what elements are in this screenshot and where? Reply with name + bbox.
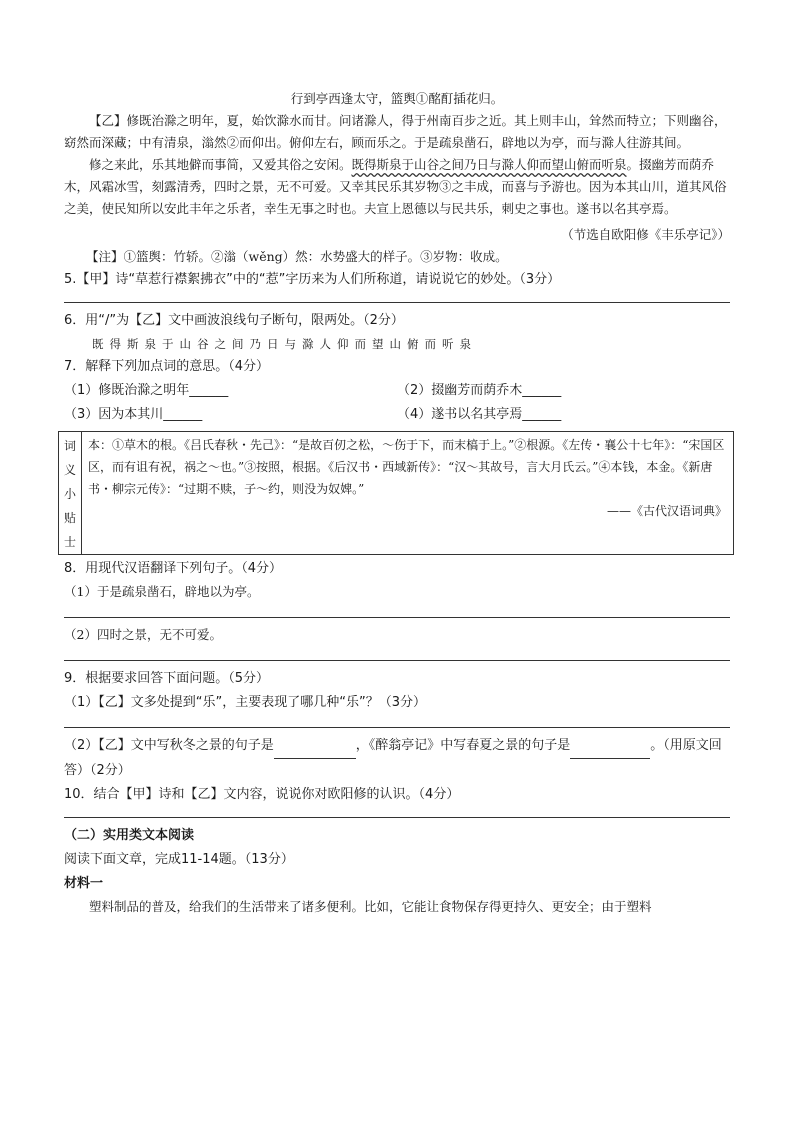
question-6-sentence: 既得斯泉于山谷之间乃日与滁人仰而望山俯而听泉 [92,337,477,351]
answer-line-9-1[interactable] [64,715,730,728]
question-7-row-2 [64,403,730,427]
question-9: 9．根据要求回答下面问题。（5分） [64,671,270,686]
passage-notes: 【注】①篮舆：竹轿。②滃（wěng）然：水势盛大的样子。③岁物：收成。 [86,249,508,264]
word-tip-label: 词 义 小 贴 士 [59,432,82,554]
material-1-text: 塑料制品的普及，给我们的生活带来了诸多便利。比如，它能让食物保存得更持久、更安全；由于塑料 [89,899,652,914]
question-9-1: （1）【乙】文多处提到“乐”，主要表现了哪几种“乐”？（3分） [64,695,426,710]
answer-line-8-2[interactable] [64,646,730,661]
question-7-item[interactable]: （2）掇幽芳而荫乔木______ [397,383,562,398]
blank-autumn-winter[interactable] [274,734,356,759]
section-2-instruction: 阅读下面文章，完成11-14题。（13分） [64,852,294,867]
question-8: 8．用现代汉语翻译下列句子。（4分） [64,561,283,576]
word-tip-body [82,432,733,554]
poem-last-line: 行到亭西逢太守，篮舆①酩酊插花归。 [290,91,504,106]
question-7-item[interactable]: （3）因为本其川______ [64,407,203,422]
question-7-item[interactable]: （1）修既治滁之明年______ [64,383,229,398]
passage-yi-p1: 【乙】修既治滁之明年，夏，始饮滁水而甘。问诸滁人，得于州南百步之近。其上则丰山，耸然而特立；下则幽谷，窈然而深藏；中有清泉，滃然②而仰出。俯仰左右，顾而乐之。于是疏泉凿石，辟地以为亭，而与滁人往游其间。 [64,113,727,150]
question-9-2: （2）【乙】文中写秋冬之景的句子是 ，《醉翁亭记》中写春夏之景的句子是 。（用原文回答）（2分） [64,734,730,783]
word-tip-text: 本：①草木的根。《吕氏春秋・先己》：“是故百仞之松，～伤于下，而末槁于上。”②根源。《左传・襄公十七年》：“宋国区区，而有诅有祝，祸之～也。”③按照，根据。《后汉书・西域新传》：“汉～其故号，言大月氏云。”④本钱，本金。《新唐书・柳宗元传》：“过期不赎，子～约，则没为奴婢。” [88,438,725,496]
question-7-row-1 [64,379,730,403]
wavy-underlined-sentence: 既得斯泉于山谷之间乃日与滁人仰而望山俯而听泉 [351,157,627,172]
material-1-heading: 材料一 [64,876,104,891]
question-10: 10．结合【甲】诗和【乙】文内容，说说你对欧阳修的认识。（4分） [64,787,460,802]
exam-page [64,88,730,918]
blank-spring-summer[interactable] [570,734,650,759]
passage-yi-p2: 修之来此，乐其地僻而事简，又爱其俗之安闲。既得斯泉于山谷之间乃日与滁人仰而望山俯而听泉。掇幽芳而荫乔木，风霜冰雪，刻露清秀，四时之景，无不可爱。又幸其民乐其岁物③之丰成，而喜与予游也。因为本其山川，道其风俗之美，使民知所以安此丰年之乐者，幸生无事之时也。夫宣上恩德以与民共乐，刺史之事也。遂书以名其亭焉。 [64,157,727,216]
question-8-1: （1）于是疏泉凿石，辟地以为亭。 [64,584,260,599]
question-7: 7．解释下列加点词的意思。（4分） [64,359,270,374]
question-5: 5.【甲】诗“草惹行襟絮拂衣”中的“惹”字历来为人们所称道，请说说它的妙处。（3分） [64,272,561,287]
question-7-item[interactable]: （4）遂书以名其亭焉______ [397,407,562,422]
word-tip-box [58,431,734,555]
question-8-2: （2）四时之景，无不可爱。 [64,627,222,642]
answer-line-10[interactable] [64,807,730,818]
passage-source: （节选自欧阳修《丰乐亭记》） [561,227,730,242]
word-tip-source: ——《古代汉语词典》 [606,504,727,518]
answer-line-5[interactable] [64,292,730,303]
answer-line-8-1[interactable] [64,603,730,618]
question-6: 6．用“/”为【乙】文中画波浪线句子断句，限两处。（2分） [64,313,404,328]
section-2-heading: （二）实用类文本阅读 [64,828,195,843]
